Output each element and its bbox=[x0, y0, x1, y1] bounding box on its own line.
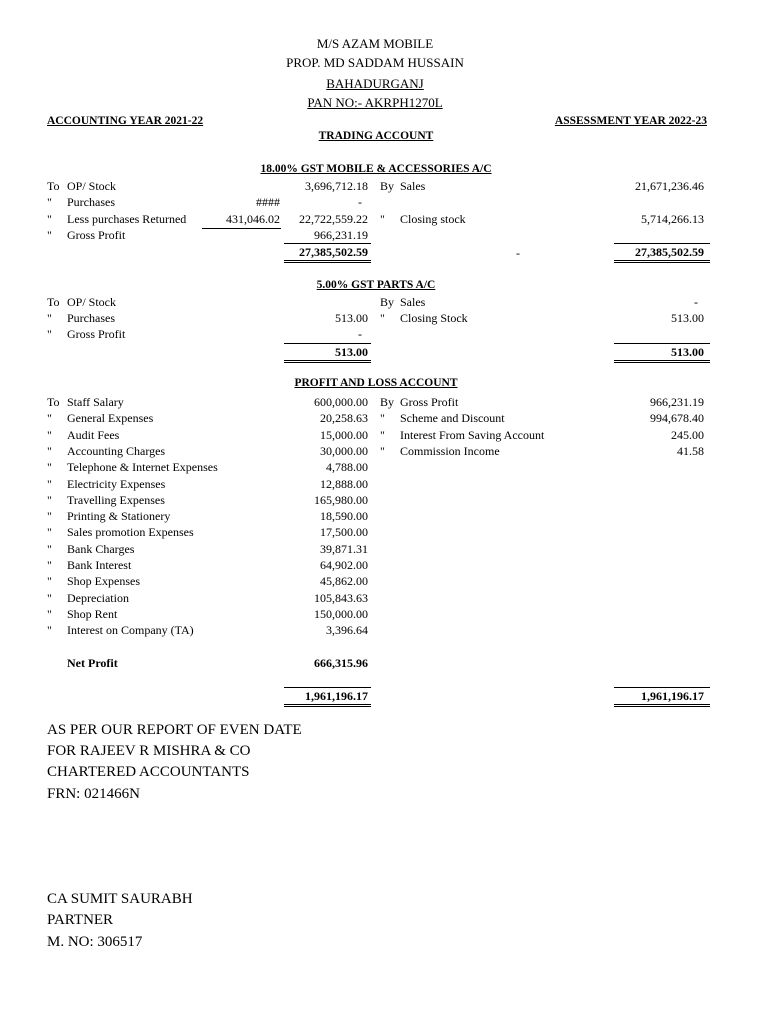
assessment-year: ASSESSMENT YEAR 2022-23 bbox=[554, 115, 707, 127]
row-amount: 15,000.00 bbox=[320, 427, 368, 442]
row-label: Depreciation bbox=[67, 590, 129, 605]
row-prefix: " bbox=[47, 460, 52, 475]
membership-number: M. NO: 306517 bbox=[47, 934, 143, 950]
row-label: Shop Rent bbox=[67, 606, 118, 621]
row-label: Gross Profit bbox=[67, 228, 126, 242]
row-prefix: " bbox=[47, 574, 52, 589]
row-label: Purchases bbox=[67, 195, 115, 209]
row-label: Travelling Expenses bbox=[67, 492, 165, 507]
gst5-right-total: 513.00 bbox=[671, 345, 704, 359]
row-label: OP/ Stock bbox=[67, 295, 117, 309]
row-label: Purchases bbox=[67, 311, 115, 325]
row-label: Sales bbox=[400, 179, 426, 193]
row-sub-amount: #### bbox=[256, 195, 280, 209]
row-label: OP/ Stock bbox=[67, 179, 117, 193]
row-label: Accounting Charges bbox=[67, 443, 166, 458]
row-label: General Expenses bbox=[67, 411, 154, 426]
row-prefix: " bbox=[47, 311, 52, 325]
gst18-left-total: 27,385,502.59 bbox=[299, 245, 368, 259]
gst18-mid-dash: - bbox=[516, 246, 520, 260]
row-prefix: " bbox=[47, 443, 52, 458]
total-rule bbox=[614, 243, 710, 244]
gst18-heading: 18.00% GST MOBILE & ACCESSORIES A/C bbox=[260, 163, 492, 175]
row-amount: 64,902.00 bbox=[320, 558, 368, 572]
total-double-rule bbox=[284, 704, 371, 707]
total-double-rule bbox=[614, 360, 710, 363]
row-label: Closing stock bbox=[400, 212, 466, 226]
accounting-year: ACCOUNTING YEAR 2021-22 bbox=[47, 115, 204, 127]
row-amount: 150,000.00 bbox=[314, 606, 368, 621]
proprietor-name: PROP. MD SADDAM HUSSAIN bbox=[286, 55, 464, 70]
row-amount: - bbox=[358, 195, 362, 209]
row-label: Scheme and Discount bbox=[400, 411, 505, 426]
row-prefix: By bbox=[380, 295, 395, 309]
row-prefix: To bbox=[47, 295, 60, 309]
row-amount: 513.00 bbox=[671, 311, 704, 325]
trading-account-title: TRADING ACCOUNT bbox=[318, 130, 434, 142]
row-label: Commission Income bbox=[400, 443, 500, 458]
row-prefix: " bbox=[47, 525, 52, 540]
row-prefix: By bbox=[380, 179, 395, 193]
row-amount: 4,788.00 bbox=[326, 460, 368, 475]
pl-heading: PROFIT AND LOSS ACCOUNT bbox=[294, 377, 458, 389]
total-double-rule bbox=[614, 704, 710, 707]
row-prefix: To bbox=[47, 395, 60, 409]
pl-right-total: 1,961,196.17 bbox=[641, 689, 704, 703]
row-prefix: " bbox=[380, 212, 385, 226]
row-label: Shop Expenses bbox=[67, 574, 140, 589]
row-prefix: " bbox=[47, 541, 52, 556]
total-double-rule bbox=[284, 260, 371, 263]
place-name: BAHADURGANJ bbox=[326, 76, 424, 91]
row-amount: 12,888.00 bbox=[320, 476, 368, 491]
row-label: Less purchases Returned bbox=[67, 212, 187, 226]
row-label: Printing & Stationery bbox=[67, 509, 171, 524]
net-profit-label: Net Profit bbox=[67, 656, 118, 670]
row-label: Bank Charges bbox=[67, 541, 135, 556]
total-double-rule bbox=[284, 360, 371, 363]
row-prefix: " bbox=[47, 427, 52, 442]
row-label: Interest on Company (TA) bbox=[67, 623, 194, 638]
row-amount: - bbox=[358, 327, 362, 341]
frn-number: FRN: 021466N bbox=[47, 786, 140, 802]
gst18-right-total: 27,385,502.59 bbox=[635, 245, 704, 259]
row-prefix: " bbox=[380, 427, 385, 442]
row-amount: 966,231.19 bbox=[314, 228, 368, 242]
row-amount: 21,671,236.46 bbox=[635, 179, 704, 193]
row-label: Bank Interest bbox=[67, 558, 132, 572]
row-label: Telephone & Internet Expenses bbox=[67, 460, 218, 475]
row-prefix: " bbox=[47, 476, 52, 491]
row-amount: 18,590.00 bbox=[320, 509, 368, 524]
row-amount: 165,980.00 bbox=[314, 492, 368, 507]
row-amount: 5,714,266.13 bbox=[641, 212, 704, 226]
row-amount: 994,678.40 bbox=[650, 411, 704, 426]
row-label: Sales bbox=[400, 295, 426, 309]
row-prefix: " bbox=[47, 509, 52, 524]
row-amount: 3,696,712.18 bbox=[305, 179, 368, 193]
row-label: Staff Salary bbox=[67, 395, 124, 409]
gst5-heading: 5.00% GST PARTS A/C bbox=[316, 279, 436, 291]
row-prefix: " bbox=[47, 606, 52, 621]
row-label: Gross Profit bbox=[400, 395, 459, 409]
row-amount: 45,862.00 bbox=[320, 574, 368, 589]
report-line: AS PER OUR REPORT OF EVEN DATE bbox=[47, 722, 302, 738]
row-amount: 966,231.19 bbox=[650, 395, 704, 409]
row-label: Electricity Expenses bbox=[67, 476, 166, 491]
row-label: Sales promotion Expenses bbox=[67, 525, 194, 540]
pl-left-total: 1,961,196.17 bbox=[305, 689, 368, 703]
row-amount: 20,258.63 bbox=[320, 411, 368, 426]
row-prefix: " bbox=[47, 195, 52, 209]
firm-name: M/S AZAM MOBILE bbox=[316, 36, 434, 51]
row-prefix: " bbox=[380, 411, 385, 426]
row-amount: 105,843.63 bbox=[314, 590, 368, 605]
row-prefix: " bbox=[47, 590, 52, 605]
auditor-designation: CHARTERED ACCOUNTANTS bbox=[47, 764, 250, 780]
pan-number: PAN NO:- AKRPH1270L bbox=[307, 95, 443, 110]
row-prefix: " bbox=[380, 311, 385, 325]
row-label: Closing Stock bbox=[400, 311, 468, 325]
row-prefix: " bbox=[47, 492, 52, 507]
row-amount: 513.00 bbox=[335, 311, 368, 325]
row-amount: 22,722,559.22 bbox=[299, 212, 368, 226]
sub-amount-rule bbox=[202, 228, 281, 229]
row-amount: 17,500.00 bbox=[320, 525, 368, 540]
auditor-firm: FOR RAJEEV R MISHRA & CO bbox=[47, 743, 251, 759]
row-amount: 30,000.00 bbox=[320, 443, 368, 458]
row-prefix: " bbox=[47, 327, 52, 341]
row-amount: 245.00 bbox=[671, 427, 704, 442]
row-prefix: " bbox=[47, 228, 52, 242]
total-double-rule bbox=[614, 260, 710, 263]
row-prefix: " bbox=[47, 623, 52, 638]
row-prefix: " bbox=[47, 411, 52, 426]
signatory-name: CA SUMIT SAURABH bbox=[47, 891, 193, 907]
row-amount: 600,000.00 bbox=[314, 395, 368, 409]
row-prefix: To bbox=[47, 179, 60, 193]
row-label: Audit Fees bbox=[67, 427, 120, 442]
row-label: Gross Profit bbox=[67, 327, 126, 341]
gst5-left-total: 513.00 bbox=[335, 345, 368, 359]
row-amount: 3,396.64 bbox=[326, 623, 368, 638]
row-prefix: " bbox=[380, 443, 385, 458]
row-prefix: " bbox=[47, 212, 52, 226]
row-amount: - bbox=[694, 295, 698, 309]
row-prefix: By bbox=[380, 395, 395, 409]
row-amount: 41.58 bbox=[677, 443, 704, 458]
signatory-role: PARTNER bbox=[47, 912, 114, 928]
net-profit-amount: 666,315.96 bbox=[314, 656, 368, 670]
row-prefix: " bbox=[47, 558, 52, 572]
row-label: Interest From Saving Account bbox=[400, 427, 545, 442]
row-sub-amount: 431,046.02 bbox=[226, 212, 280, 226]
row-amount: 39,871.31 bbox=[320, 541, 368, 556]
